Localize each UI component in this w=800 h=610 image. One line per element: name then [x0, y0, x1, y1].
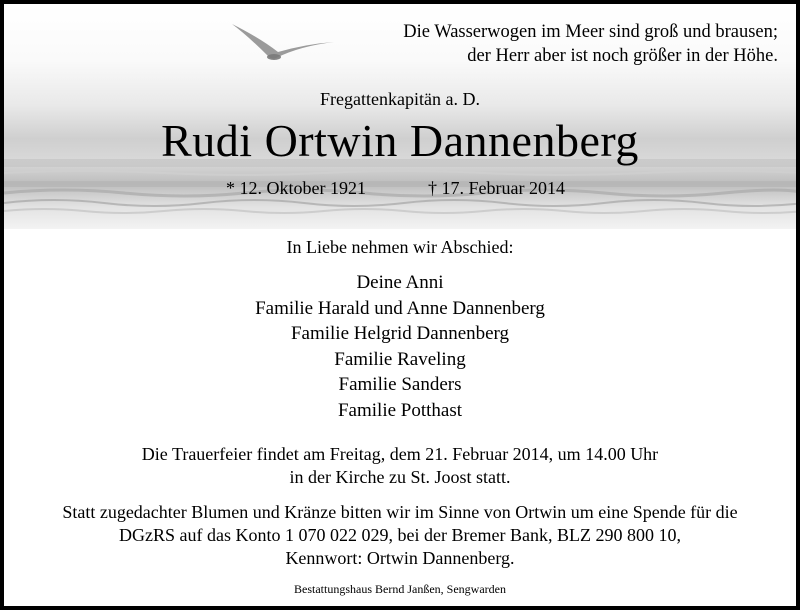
mourner-item: Familie Potthast — [337, 399, 463, 421]
funeral-home: Bestattungshaus Bernd Janßen, Sengwarden — [294, 582, 506, 596]
funeral-service-info — [4, 443, 796, 489]
deceased-title: Fregattenkapitän a. D. — [320, 89, 480, 109]
service-line: Die Trauerfeier findet am Freitag, dem 21. Februar 2014, um 14.00 Uhr — [141, 444, 659, 464]
donation-line: Statt zugedachter Blumen und Kränze bitten wir im Sinne von Ortwin um eine Spende für die — [62, 502, 738, 522]
donation-info — [4, 501, 796, 570]
mourner-item: Familie Helgrid Dannenberg — [290, 323, 510, 345]
mourner-item: Familie Harald und Anne Dannenberg — [255, 297, 545, 319]
donation-line: DGzRS auf das Konto 1 070 022 029, bei der Bremer Bank, BLZ 290 800 10, — [119, 525, 681, 545]
donation-line: Kennwort: Ortwin Dannenberg. — [285, 548, 515, 568]
mourner-item: Familie Sanders — [338, 374, 462, 396]
quote-line: der Herr aber ist noch größer in der Höhe. — [467, 46, 778, 66]
quote-line: Die Wasserwogen im Meer sind groß und brausen; — [403, 22, 778, 42]
seagull-icon — [230, 16, 340, 76]
mourner-item: Familie Raveling — [334, 348, 466, 370]
death-date: † 17. Februar 2014 — [428, 178, 565, 198]
farewell-text: In Liebe nehmen wir Abschied: — [286, 237, 514, 257]
service-line: in der Kirche zu St. Joost statt. — [289, 467, 511, 487]
birth-date: * 12. Oktober 1921 — [226, 178, 366, 198]
bible-quote — [403, 20, 778, 68]
deceased-name: Rudi Ortwin Dannenberg — [161, 115, 639, 166]
mourner-item: Deine Anni — [356, 272, 444, 293]
mourners-list — [4, 270, 796, 424]
